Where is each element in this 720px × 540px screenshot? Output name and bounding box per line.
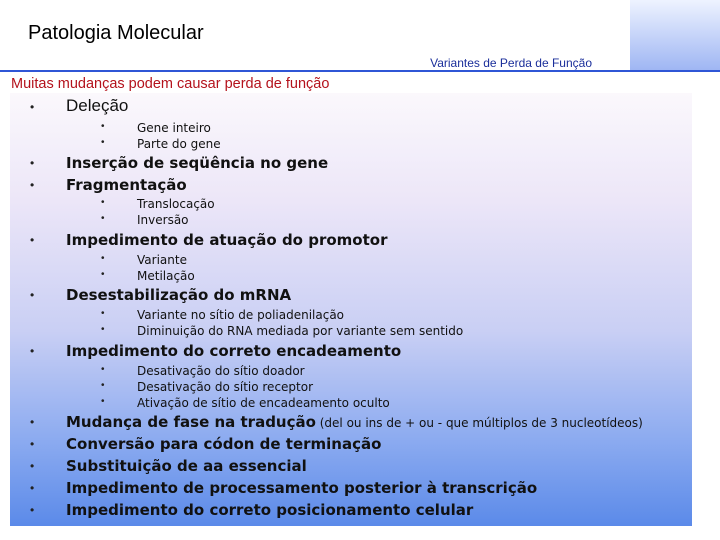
- sub-bullet-text: Parte do gene: [137, 137, 221, 151]
- bullet-icon: •: [30, 233, 35, 247]
- bullet-icon: •: [30, 156, 35, 170]
- bullet-text: Inserção de seqüência no gene: [66, 154, 329, 172]
- bullet-text: Mudança de fase na tradução (del ou ins de + ou - que múltiplos de 3 nucleotídeos): [66, 413, 643, 431]
- sub-bullet-text: Inversão: [137, 213, 189, 227]
- bullet-icon: •: [30, 288, 35, 302]
- sub-bullet-text: Gene inteiro: [137, 121, 211, 135]
- bullet-icon: •: [30, 344, 35, 358]
- bullet-note: (del ou ins de + ou - que múltiplos de 3 nucleotídeos): [315, 416, 643, 430]
- bullet-icon: •: [101, 253, 105, 264]
- bullet-text: Impedimento do correto encadeamento: [66, 342, 402, 360]
- slide-title: Patologia Molecular: [28, 22, 204, 44]
- bullet-icon: •: [101, 269, 105, 280]
- sub-bullet-text: Metilação: [137, 269, 195, 283]
- bullet-text: Impedimento de processamento posterior à transcrição: [66, 479, 538, 497]
- bullet-icon: •: [30, 178, 35, 192]
- bullet-text: Desestabilização do mRNA: [66, 286, 292, 304]
- bullet-icon: •: [30, 459, 35, 473]
- bullet-text: Deleção: [66, 96, 129, 115]
- bullet-text: Impedimento do correto posicionamento celular: [66, 501, 474, 519]
- bullet-icon: •: [101, 308, 105, 319]
- corner-decoration: [630, 0, 720, 70]
- bullet-icon: •: [101, 137, 105, 148]
- bullet-icon: •: [101, 364, 105, 375]
- bullet-icon: •: [30, 503, 35, 517]
- section-heading: Muitas mudanças podem causar perda de função: [11, 76, 330, 92]
- bullet-icon: •: [101, 213, 105, 224]
- sub-bullet-text: Ativação de sítio de encadeamento oculto: [137, 396, 390, 410]
- header-divider: [0, 70, 720, 72]
- bullet-icon: •: [101, 396, 105, 407]
- sub-bullet-text: Variante no sítio de poliadenilação: [137, 308, 345, 322]
- sub-bullet-text: Desativação do sítio receptor: [137, 380, 314, 394]
- bullet-icon: •: [30, 437, 35, 451]
- sub-bullet-text: Translocação: [137, 197, 215, 211]
- bullet-text: Substituição de aa essencial: [66, 457, 307, 475]
- sub-bullet-text: Variante: [137, 253, 187, 267]
- sub-bullet-text: Diminuição do RNA mediada por variante sem sentido: [137, 324, 464, 338]
- bullet-icon: •: [101, 121, 105, 132]
- slide-subtitle: Variantes de Perda de Função: [430, 56, 592, 70]
- sub-bullet-text: Desativação do sítio doador: [137, 364, 305, 378]
- bullet-text: Conversão para códon de terminação: [66, 435, 382, 453]
- bullet-text: Impedimento de atuação do promotor: [66, 231, 388, 249]
- bullet-icon: •: [101, 324, 105, 335]
- bullet-text: Fragmentação: [66, 176, 187, 194]
- bullet-icon: •: [30, 100, 35, 114]
- bullet-icon: •: [30, 481, 35, 495]
- bullet-icon: •: [101, 197, 105, 208]
- bullet-icon: •: [30, 415, 35, 429]
- bullet-icon: •: [101, 380, 105, 391]
